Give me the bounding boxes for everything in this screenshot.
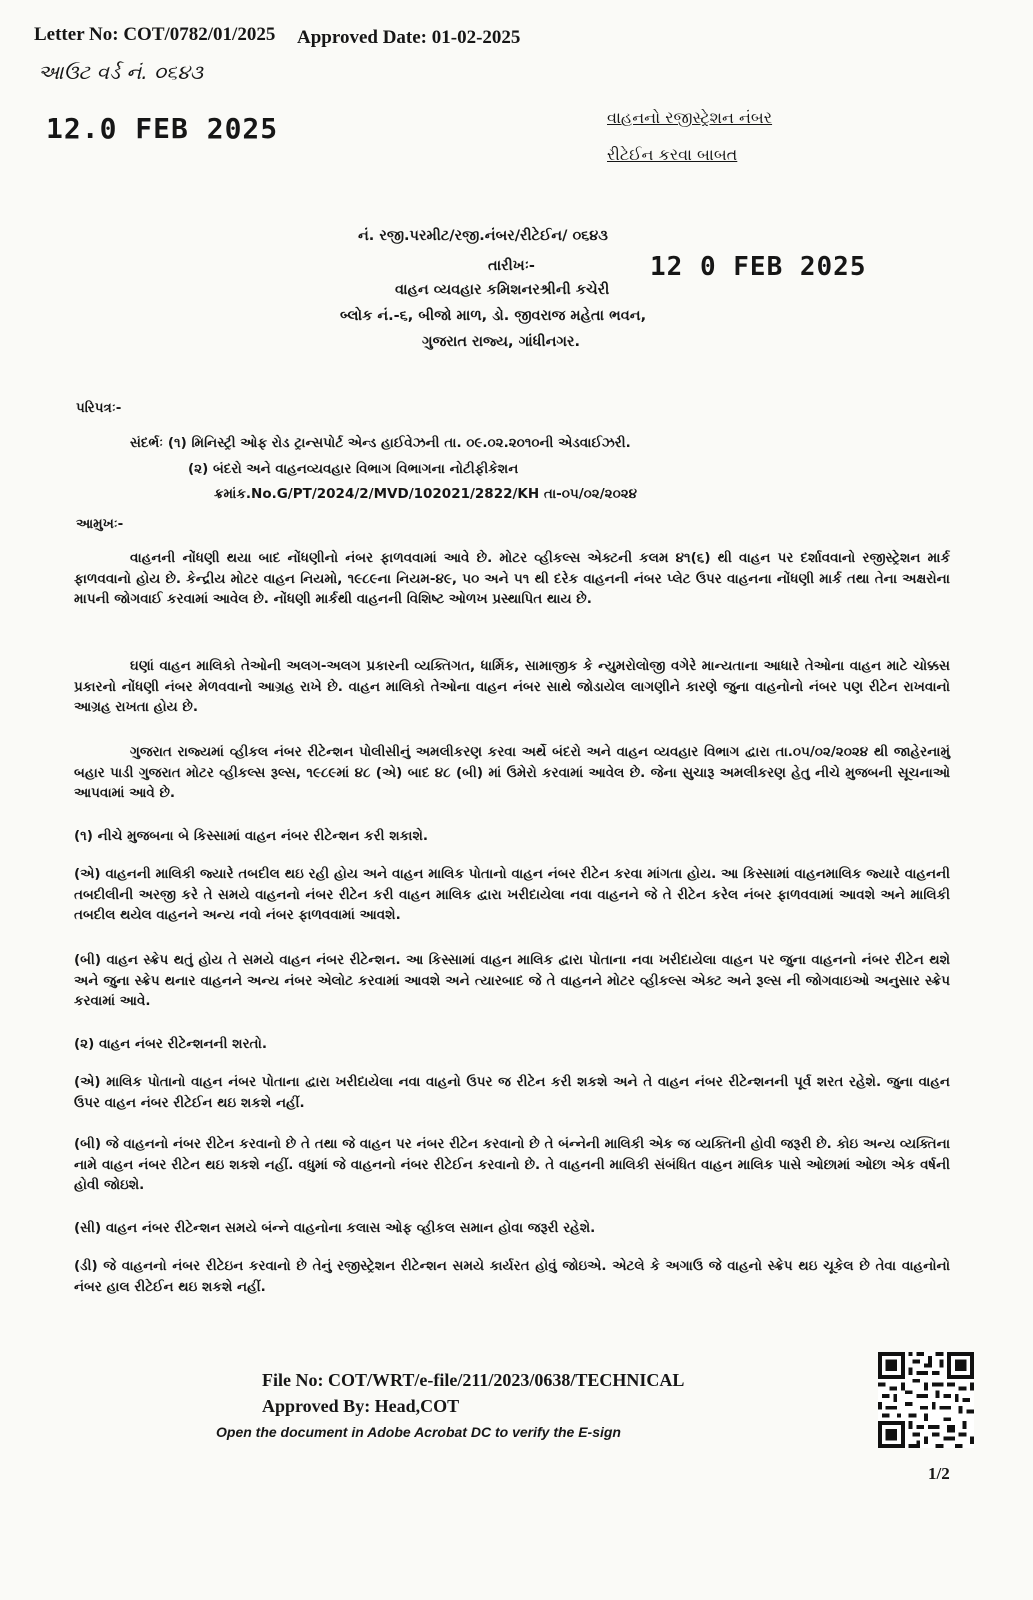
- subject-line-2: રીટેઈન કરવા બાબત: [607, 145, 738, 164]
- paragraph-2: ઘણાં વાહન માલિકો તેઓની અલગ-અલગ પ્રકારની વ્યક્તિગત, ધાર્મિક, સામાજીક કે ન્યુમરોલોજી વગેરે માન્યતાના આધારે તેઓના વાહન માટે ચોક્કસ પ્રકારનો નોંધણી નંબર મેળવવાનો આગ્રહ રાખે છે. વાહન માલિકો તેઓના વાહન નંબર સાથે જોડાયેલ લાગણીને કારણે જુના વાહનોનો નંબર પણ રીટેન રાખવાનો આગ્રહ રાખતા હોય છે.: [74, 658, 950, 715]
- circular-label: પરિપત્રઃ-: [76, 400, 122, 416]
- preamble-label: આમુખઃ-: [76, 516, 124, 532]
- office-address-line-1: બ્લોક નં.-૬, બીજો માળ, ડો. જીવરાજ મહેતા ભવન,: [340, 308, 647, 324]
- office-address-line-2: ગુજરાત રાજ્ય, ગાંધીનગર.: [422, 334, 580, 350]
- date-stamp: 12.0 FEB 2025: [46, 112, 279, 145]
- section-1-heading: (૧) નીચે મુજબના બે કિસ્સામાં વાહન નંબર રીટેન્શન કરી શકાશે.: [74, 828, 428, 844]
- section-1a: (એ) વાહનની માલિકી જ્યારે તબદીલ થઇ રહી હોય અને વાહન માલિક પોતાનો વાહન નંબર રીટેન કરવા માંગતા હોય. આ કિસ્સામાં વાહનમાલિક જ્યારે વાહનની તબદીલીની અરજી કરે તે સમયે વાહનનો નંબર રીટેન કરી વાહન માલિક દ્વારા ખરીદાયેલા નવા વાહનને જે તે રીટેન કરેલ નંબર ફાળવવામાં આવશે અને માલિકી તબદીલ થયેલ વાહનને અન્ય નવો નંબર ફાળવવામાં આવશે.: [74, 866, 950, 923]
- approved-date: Approved Date: 01-02-2025: [297, 27, 521, 48]
- subject-line-1: વાહનનો રજીસ્ટ્રેશન નંબર: [607, 108, 773, 127]
- reference-2: (૨) બંદરો અને વાહનવ્યવહાર વિભાગ વિભાગના નોટીફીકેશન: [188, 461, 519, 477]
- section-2c: (સી) વાહન નંબર રીટેન્શન સમયે બંન્ને વાહનોના કલાસ ઓફ વ્હીકલ સમાન હોવા જરૂરી રહેશે.: [74, 1220, 596, 1236]
- paragraph-3: ગુજરાત રાજ્યમાં વ્હીકલ નંબર રીટેન્શન પોલીસીનું અમલીકરણ કરવા અર્થે બંદરો અને વાહન વ્યવહાર વિભાગ દ્વારા તા.૦૫/૦૨/૨૦૨૪ થી જાહેરનામું બહાર પાડી ગુજરાત મોટર વ્હીકલ્સ રૂલ્સ, ૧૯૮૯માં ૪૮ (એ) બાદ ૪૮ (બી) માં ઉમેરો કરવામાં આવેલ છે. જેના સુચારૂ અમલીકરણ હેતુ નીચે મુજબની સૂચનાઓ આપવામાં આવે છે.: [74, 744, 950, 801]
- office-name: વાહન વ્યવહાર કમિશનરશ્રીની કચેરી: [395, 282, 610, 298]
- date-label: તારીખઃ-: [488, 258, 535, 274]
- reference-1: સંદર્ભઃ (૧) મિનિસ્ટ્રી ઓફ રોડ ટ્રાન્સપોર્ટ એન્ડ હાઈવેઝની તા. ૦૯.૦૨.૨૦૧૦ની એડવાઈઝરી.: [130, 435, 631, 451]
- file-number: File No: COT/WRT/e-file/211/2023/0638/TECHNICAL: [262, 1370, 685, 1390]
- section-1b: (બી) વાહન સ્ક્રેપ થતું હોય તે સમયે વાહન નંબર રીટેન્શન. આ કિસ્સામાં વાહન માલિક દ્વારા પોતાના નવા ખરીદાયેલા વાહન પર જુના વાહનનો નંબર રીટેન થશે અને જુના સ્ક્રેપ થનાર વાહનને અન્ય નંબર એલોટ કરવામાં આવશે અને ત્યારબાદ જે તે વાહનને મોટર વ્હીકલ્સ એક્ટ અને રૂલ્સ ની જોગવાઇઓ અનુસાર સ્ક્રેપ કરવામાં આવે.: [74, 952, 950, 1009]
- section-2a: (એ) માલિક પોતાનો વાહન નંબર પોતાના દ્વારા ખરીદાયેલા નવા વાહનો ઉપર જ રીટેન કરી શકશે અને તે વાહન નંબર રીટેન્શનની પૂર્વ શરત રહેશે. જુના વાહન ઉપર વાહન નંબર રીટેઈન થઇ શકશે નહીં.: [74, 1074, 950, 1111]
- approved-by: Approved By: Head,COT: [262, 1396, 460, 1416]
- page-number: 1/2: [928, 1464, 950, 1483]
- verify-esign-note: Open the document in Adobe Acrobat DC to verify the E-sign: [216, 1424, 621, 1440]
- reference-number: નં. રજી.પરમીટ/રજી.નંબર/રીટેઈન/ ૦૬૪૩: [358, 228, 608, 244]
- section-2-heading: (૨) વાહન નંબર રીટેન્શનની શરતો.: [74, 1036, 268, 1052]
- section-2b: (બી) જે વાહનનો નંબર રીટેન કરવાનો છે તે તથા જે વાહન પર નંબર રીટેન કરવાનો છે તે બંન્નેની માલિકી એક જ વ્યક્તિની હોવી જરૂરી છે. કોઇ અન્ય વ્યક્તિના નામે વાહન નંબર રીટેન થઇ શકશે નહીં. વધુમાં જે વાહનનો નંબર રીટેઈન કરવાનો છે. તે વાહનની માલિકી સંબંધિત વાહન માલિક પાસે ઓછામાં ઓછા એક વર્ષની હોવી જોઇશે.: [74, 1136, 950, 1193]
- letter-number: Letter No: COT/0782/01/2025: [34, 24, 276, 45]
- section-2d: (ડી) જે વાહનનો નંબર રીટેઇન કરવાનો છે તેનું રજીસ્ટ્રેશન રીટેન્શન સમયે કાર્યરત હોવું જોઇએ. એટલે કે અગાઉ જે વાહનો સ્ક્રેપ થઇ ચૂકેલ છે તેવા વાહનોનો નંબર હાલ રીટેઈન થઇ શકશે નહીં.: [74, 1258, 950, 1295]
- office-date-stamp: 12 0 FEB 2025: [650, 252, 867, 282]
- outward-number-handwritten: આઉટ વર્ડ નં. ૦૬૪૩: [38, 60, 203, 84]
- qr-code-icon: [878, 1352, 974, 1448]
- reference-3: ક્રમાંક.No.G/PT/2024/2/MVD/102021/2822/KH તા-૦૫/૦૨/૨૦૨૪: [214, 486, 637, 502]
- paragraph-1: વાહનની નોંધણી થયા બાદ નોંધણીનો નંબર ફાળવવામાં આવે છે. મોટર વ્હીકલ્સ એક્ટની કલમ ૪૧(૬) થી વાહન પર દર્શાવવાનો રજીસ્ટ્રેશન માર્ક ફાળવવાનો હોય છે. કેન્દ્રીય મોટર વાહન નિયમો, ૧૯૮૯ના નિયમ-૪૯, ૫૦ અને ૫૧ થી દરેક વાહનની નંબર પ્લેટ ઉપર વાહનના નોંધણી માર્ક તથા તેના અક્ષરોના માપની જોગવાઈ કરવામાં આવેલ છે. નોંધણી માર્કથી વાહનની વિશિષ્ટ ઓળખ પ્રસ્થાપિત થાય છે.: [74, 550, 950, 607]
